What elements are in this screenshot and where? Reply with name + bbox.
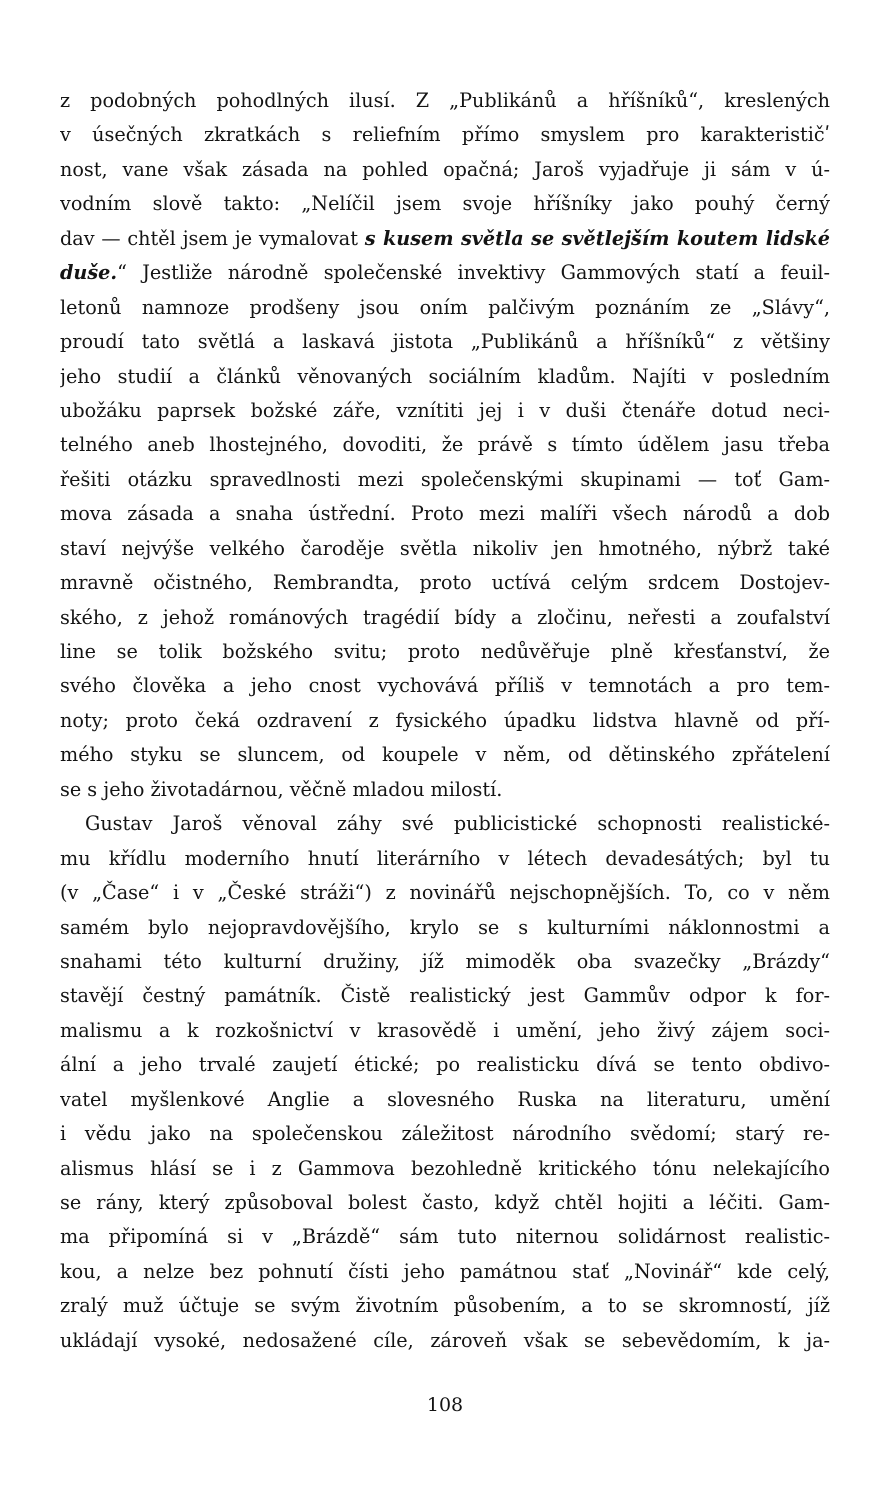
text-line: noty; proto čeká ozdravení z fysického úpadku lidstva hlavně od pří- (60, 708, 830, 732)
text-line: jeho studií a článků věnovaných sociálním kladům. Najíti v posledním (60, 364, 830, 388)
page-number: 108 (426, 1394, 464, 1416)
text-line (60, 222, 830, 256)
text-line: (v „Čase“ i v „České stráži“) z novinářů nejschopnějších. To, co v něm (60, 881, 830, 905)
text-line: mova zásada a snaha ústřední. Proto mezi malíři všech národů a dob (60, 502, 830, 526)
italic-quote: s kusem světla se světlejším koutem lidské (364, 226, 830, 250)
text-line: vodním slově takto: „Nelíčil jsem svoje hříšníky jako pouhý černý (60, 192, 830, 216)
text-line: staví nejvýše velkého čaroděje světla nikoliv jen hmotného, nýbrž také (60, 536, 830, 560)
text-line: ma připomíná si v „Brázdě“ sám tuto niternou solidárnost realistic- (60, 1225, 830, 1249)
italic-quote: duše. (60, 261, 118, 285)
text-line: ukládají vysoké, nedosažené cíle, zároveň však se sebevědomím, k ja- (60, 1328, 830, 1352)
paragraph-1 (60, 84, 830, 807)
text-line: ubožáku paprsek božské záře, vznítiti jej i v duši čtenáře dotud neci- (60, 398, 830, 422)
text-line: line se tolik božského svitu; proto nedůvěřuje plně křesťanství, že (60, 640, 830, 663)
text-line: proudí tato světlá a laskavá jistota „Publikánů a hříšníků“ z většiny (60, 330, 830, 354)
text-line: svého člověka a jeho cnost vychovává příliš v temnotách a pro tem- (60, 674, 830, 698)
text-line: ální a jeho trvalé zaujetí étické; po realisticku dívá se tento obdivo- (60, 1053, 830, 1077)
text-line: nost, vane však zásada na pohled opačná; Jaroš vyjadřuje ji sám v ú- (60, 157, 830, 181)
text-line: zralý muž účtuje se svým životním působením, a to se skromností, jíž (60, 1294, 830, 1318)
text-line: vatel myšlenkové Anglie a slovesného Ruska na literaturu, umění (60, 1087, 830, 1111)
text-line: v úsečných zkratkách s reliefním přímo smyslem pro karakterističʹ (60, 123, 830, 147)
text-line: Gustav Jaroš věnoval záhy své publicistické schopnosti realistické- (85, 812, 830, 836)
text-run: “ Jestliže národně společenské invektivy Gammových statí a feuil- (117, 261, 830, 285)
text-line: samém bylo nejopravdovějšího, krylo se s kulturními náklonnostmi a (60, 915, 830, 939)
text-line: se rány, který způsoboval bolest často, když chtěl hojiti a léčiti. Gam- (60, 1191, 830, 1214)
text-line: mého styku se sluncem, od koupele v něm, od dětinského zpřátelení (60, 743, 830, 767)
text-line: mu křídlu moderního hnutí literárního v létech devadesátých; byl tu (60, 846, 830, 870)
text-line: kou, a nelze bez pohnutí čísti jeho památnou stať „Novinář“ kde celý, (60, 1259, 830, 1283)
text-line (60, 256, 830, 290)
text-line: mravně očistného, Rembrandta, proto uctívá celým srdcem Dostojev- (60, 571, 830, 595)
text-line: snahami této kulturní družiny, jíž mimoděk oba svazečky „Brázdy“ (60, 949, 830, 973)
text-line: stavějí čestný památník. Čistě realistický jest Gammův odpor k for- (60, 984, 830, 1008)
paragraph-2 (60, 807, 830, 1358)
text-line: z podobných pohodlných ilusí. Z „Publikánů a hříšníků“, kreslených (60, 89, 830, 112)
text-line: i vědu jako na společenskou záležitost národního svědomí; starý re- (60, 1122, 830, 1146)
book-page (60, 84, 830, 1464)
text-line: řešiti otázku spravedlnosti mezi společenskými skupinami — toť Gam- (60, 467, 830, 491)
text-run: dav — chtěl jsem je vymalovat (60, 226, 365, 250)
text-line: letonů namnoze prodšeny jsou oním palčivým poznáním ze „Slávy“, (60, 295, 830, 319)
text-line: ského, z jehož románových tragédií bídy a zločinu, neřesti a zoufalství (60, 605, 830, 629)
text-line: telného aneb lhostejného, dovoditi, že právě s tímto údělem jasu třeba (60, 433, 830, 457)
text-line: alismus hlásí se i z Gammova bezohledně kritického tónu nelekajícího (60, 1156, 830, 1180)
text-line: malismu a k rozkošnictví v krasovědě i umění, jeho živý zájem soci- (60, 1018, 830, 1042)
text-line: se s jeho životadárnou, věčně mladou milostí. (60, 777, 503, 801)
